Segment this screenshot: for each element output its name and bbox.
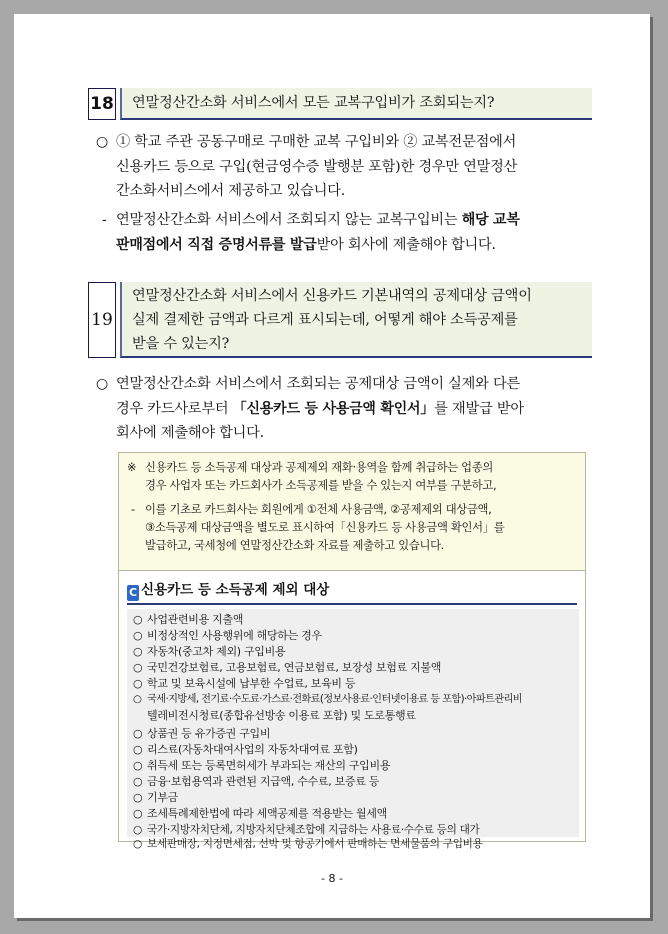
exclusion-title: C 신용카드 등 소득공제 제외 대상: [127, 579, 577, 605]
question-19: [88, 282, 592, 358]
answer-18-sub-bold-1: 해당 교복: [461, 212, 520, 228]
question-18-text: 연말정산간소화 서비스에서 모든 교복구입비가 조회되는지?: [120, 88, 592, 120]
list-item-continuation: 텔레비전시청료(종합유선방송 이용료 포함) 및 도로통행료: [147, 709, 416, 722]
answer-19-bold: 「신용카드 등 사용금액 확인서」: [232, 400, 435, 417]
note-box: [118, 452, 586, 572]
answer-18-line-2: 신용카드 등으로 구입(현금영수증 발행분 포함)한 경우만 연말정산: [116, 158, 518, 175]
question-18: [88, 88, 592, 120]
answer-18-line-3: 간소화서비스에서 제공하고 있습니다.: [116, 183, 346, 199]
note-line-5: 발급하고, 국세청에 연말정산간소화 자료를 제출하고 있습니다.: [145, 539, 444, 552]
answer-18-bullet: ○: [96, 134, 109, 150]
answer-18-sub-text-2: 받아 회사에 제출해야 합니다.: [316, 236, 496, 253]
note-line-4: ③소득공제 대상금액을 별도로 표시하여「신용카드 등 사용금액 확인서」를: [145, 521, 505, 534]
title-marker-icon: C: [128, 586, 138, 599]
question-19-text: 연말정산간소화 서비스에서 신용카드 기본내역의 공제대상 금액이 실제 결제한 금액과 다르게 표시되는데, 어떻게 해야 소득공제를 받을 수 있는지?: [120, 282, 592, 358]
exclusion-box: [118, 570, 586, 850]
answer-18-line-1: ① 학교 주관 공동구매로 구매한 교복 구입비와 ② 교복전문점에서: [116, 134, 517, 150]
question-number-19: 19: [88, 282, 116, 358]
list-item: ○ 자동차(중고차 제외) 구입비용: [133, 645, 286, 658]
note-dash: -: [131, 503, 135, 516]
answer-18-sub-bold-2: 판매점에서 직접 증명서류를 발급: [116, 236, 317, 253]
list-item: ○ 비정상적인 사용행위에 해당하는 경우: [133, 629, 322, 642]
answer-18-sub-bullet: -: [102, 212, 107, 228]
note-line-1: 신용카드 등 소득공제 대상과 공제제외 재화·용역을 함께 취급하는 업종의: [145, 461, 494, 474]
list-item: ○ 사업관련비용 지출액: [133, 613, 244, 626]
list-item: ○ 국세·지방세, 전기료·수도료·가스료·전화료(정보사용료·인터넷이용료 등 포함)·아파트관리비: [133, 694, 523, 705]
exclusion-list: [127, 609, 579, 837]
list-item: ○ 조세특례제한법에 따라 세액공제를 적용받는 월세액: [133, 807, 387, 820]
list-item: ○ 상품권 등 유가증권 구입비: [133, 727, 271, 740]
list-item: ○ 취득세 또는 등록면허세가 부과되는 재산의 구입비용: [133, 759, 391, 772]
page-number: - 8 -: [321, 872, 343, 885]
list-item: ○ 국가·지방자치단체, 지방자치단체조합에 지급하는 사용료·수수료 등의 대가: [133, 824, 480, 836]
answer-19-line-2: 경우 카드사로부터 「신용카드 등 사용금액 확인서」를 재발급 받아: [116, 400, 524, 417]
list-item: ○ 리스료(자동차대여사업의 자동차대여료 포함): [133, 743, 358, 756]
note-line-2: 경우 사업자 또는 카드회사가 소득공제를 받을 수 있는지 여부를 구분하고,: [145, 479, 497, 492]
note-line-3: 이를 기초로 카드회사는 회원에게 ①전체 사용금액, ②공제제외 대상금액,: [145, 503, 492, 516]
list-item: ○ 금융·보험용역과 관련된 지급액, 수수료, 보증료 등: [133, 775, 380, 788]
question-number-18: 18: [88, 88, 116, 120]
document-page: [14, 14, 650, 918]
answer-18-sub-text: 연말정산간소화 서비스에서 조회되지 않는 교복구입비는: [116, 212, 458, 228]
list-item: ○ 보세판매장, 지정면세점, 선박 및 항공기에서 판매하는 면세물품의 구입비용: [133, 838, 483, 850]
list-item: ○ 국민건강보험료, 고용보험료, 연금보험료, 보장성 보험료 지불액: [133, 661, 442, 674]
answer-18: [116, 130, 592, 204]
list-item: ○ 학교 및 보육시설에 납부한 수업료, 보육비 등: [133, 677, 356, 690]
answer-18-sub: [116, 208, 592, 257]
answer-19-bullet: ○: [96, 376, 109, 392]
answer-19-line-1: 연말정산간소화 서비스에서 조회되는 공제대상 금액이 실제와 다른: [116, 376, 521, 392]
list-item: ○ 기부금: [133, 791, 178, 804]
note-mark: ※: [127, 461, 137, 474]
answer-19: [116, 372, 592, 446]
answer-19-line-3: 회사에 제출해야 합니다.: [116, 425, 264, 441]
